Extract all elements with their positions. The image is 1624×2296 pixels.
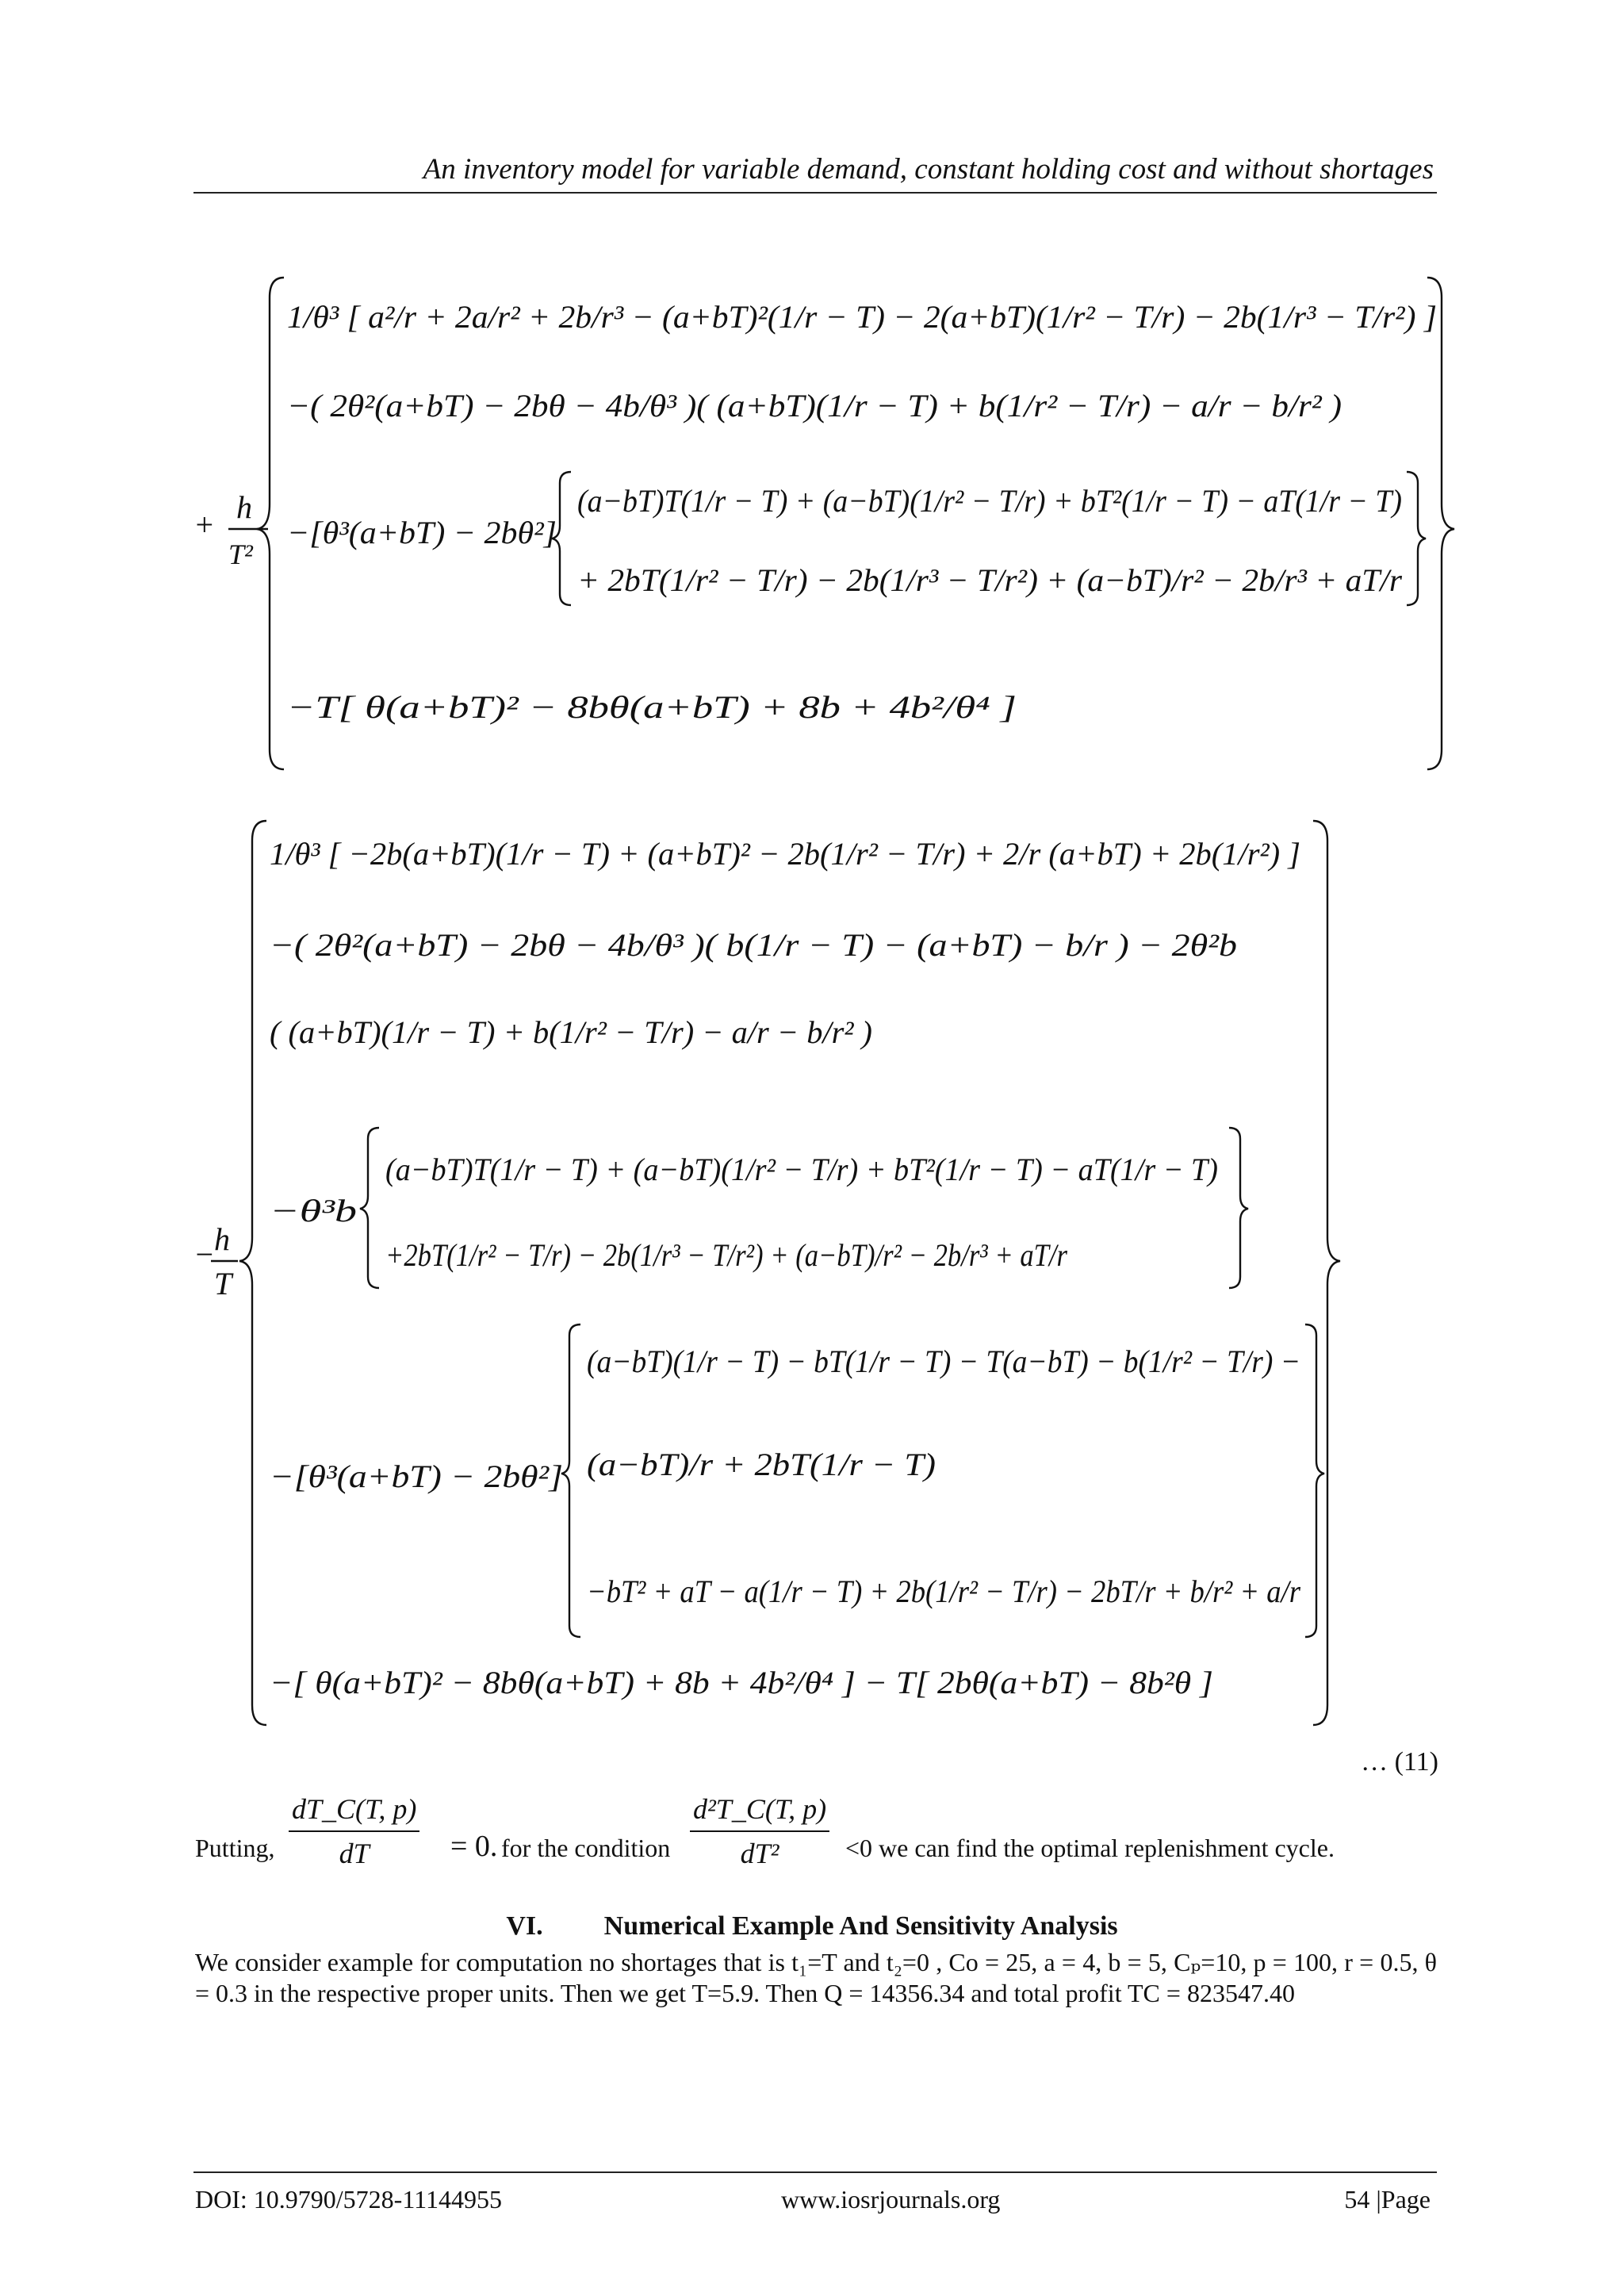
eq2-line5c: −bT² + aT − a(1/r − T) + 2b(1/r² − T/r) − 2bT/r + b/r² + a/r	[587, 1573, 1301, 1609]
eq1-inner-right-brace	[1407, 472, 1426, 605]
eq2-inner1-left-brace	[360, 1128, 379, 1288]
equation-1-svg	[190, 274, 1443, 773]
eq2-left-brace	[239, 821, 266, 1725]
eq2-line5a: (a−bT)(1/r − T) − bT(1/r − T) − T(a−bT) − b(1/r² − T/r) −	[587, 1343, 1300, 1379]
eq1-inner-left-brace	[552, 472, 571, 605]
footer-doi: DOI: 10.9790/5728-11144955	[195, 2185, 502, 2214]
putting-lead: Putting,	[195, 1834, 275, 1862]
eq2-inner1-right-brace	[1229, 1128, 1248, 1288]
putting-statement	[195, 1792, 1448, 1895]
equation-block-1	[190, 274, 1443, 773]
equation-block-2	[190, 817, 1443, 1729]
footer-page-number: 54 |Page	[1344, 2185, 1431, 2214]
running-title: An inventory model for variable demand, constant holding cost and without shortages	[423, 153, 1434, 186]
eq1-line2: −( 2θ²(a+bT) − 2bθ − 4b/θ³ )( (a+bT)(1/r − T) + b(1/r² − T/r) − a/r − b/r² )	[287, 388, 1342, 424]
eq2-line4a: (a−bT)T(1/r − T) + (a−bT)(1/r² − T/r) + bT²(1/r − T) − aT(1/r − T)	[385, 1152, 1218, 1187]
eq2-prefix-sign: −	[193, 1236, 215, 1272]
footer-rule	[193, 2171, 1437, 2173]
first-derivative-numerator: dT_C(T, p)	[289, 1792, 419, 1832]
eq2-line5-lead: −[θ³(a+bT) − 2bθ²]	[270, 1458, 563, 1494]
eq1-line3b: + 2bT(1/r² − T/r) − 2b(1/r³ − T/r²) + (a−bT)/r² − 2b/r³ + aT/r	[577, 562, 1403, 598]
section-title: Numerical Example And Sensitivity Analysis	[603, 1911, 1118, 1941]
eq1-line4: −T[ θ(a+bT)² − 8bθ(a+bT) + 8b + 4b²/θ⁴ ]	[287, 689, 1017, 725]
second-derivative-denominator: dT²	[740, 1838, 779, 1869]
footer-website: www.iosrjournals.org	[781, 2185, 1001, 2214]
eq2-inner2-right-brace	[1305, 1324, 1324, 1637]
numerical-example-paragraph: We consider example for computation no shortages that is t₁=T and t₂=0 , Co = 25, a = 4, b = 5, Cₚ=10, p = 100, r = 0.5, θ = 0.3 in the respective proper units. Then we get T=5.9. Then Q = 14356.34 and total profit TC = 823547.40	[195, 1948, 1437, 2007]
putting-mid: for the condition	[501, 1834, 671, 1862]
first-derivative-denominator: dT	[339, 1838, 370, 1869]
eq2-line4-lead: −θ³b	[270, 1193, 357, 1228]
section-number: VI.	[506, 1911, 543, 1941]
second-derivative-fraction	[690, 1792, 829, 1870]
header-rule	[193, 192, 1437, 194]
eq1-prefix-sign: +	[193, 507, 215, 542]
eq2-line4b: +2bT(1/r² − T/r) − 2b(1/r³ − T/r²) + (a−bT)/r² − 2b/r³ + aT/r	[385, 1237, 1068, 1273]
eq2-line6: −[ θ(a+bT)² − 8bθ(a+bT) + 8b + 4b²/θ⁴ ] − T[ 2bθ(a+bT) − 8b²θ ]	[270, 1665, 1213, 1700]
section-heading	[0, 1911, 1624, 1941]
eq1-line1: 1/θ³ [ a²/r + 2a/r² + 2b/r³ − (a+bT)²(1/r − T) − 2(a+bT)(1/r² − T/r) − 2b(1/r³ − T/r²) ]	[287, 299, 1437, 335]
eq2-prefix-h: h	[214, 1221, 230, 1257]
eq1-line3a: (a−bT)T(1/r − T) + (a−bT)(1/r² − T/r) + bT²(1/r − T) − aT(1/r − T)	[577, 483, 1402, 519]
eq2-prefix-t: T	[214, 1266, 232, 1301]
first-derivative-fraction	[289, 1792, 419, 1870]
second-derivative-numerator: d²T_C(T, p)	[690, 1792, 829, 1832]
eq1-right-brace	[1427, 278, 1454, 769]
eq1-left-brace	[257, 278, 284, 769]
eq2-line3: ( (a+bT)(1/r − T) + b(1/r² − T/r) − a/r − b/r² )	[270, 1014, 872, 1050]
eq2-line1: 1/θ³ [ −2b(a+bT)(1/r − T) + (a+bT)² − 2b(1/r² − T/r) + 2/r (a+bT) + 2b(1/r²) ]	[270, 836, 1300, 872]
eq2-inner2-left-brace	[561, 1324, 580, 1637]
equation-2-svg	[190, 817, 1443, 1729]
equals-zero: = 0.	[450, 1830, 498, 1863]
equation-number: … (11)	[1361, 1747, 1438, 1777]
eq1-prefix-h: h	[236, 489, 252, 525]
eq2-line2: −( 2θ²(a+bT) − 2bθ − 4b/θ³ )( b(1/r − T) − (a+bT) − b/r ) − 2θ²b	[270, 927, 1237, 963]
eq1-prefix-t2: T²	[228, 539, 253, 570]
putting-tail: <0 we can find the optimal replenishment cycle.	[845, 1834, 1335, 1862]
eq2-line5b: (a−bT)/r + 2bT(1/r − T)	[587, 1447, 936, 1482]
eq1-line3-lead: −[θ³(a+bT) − 2bθ²]	[287, 515, 557, 550]
